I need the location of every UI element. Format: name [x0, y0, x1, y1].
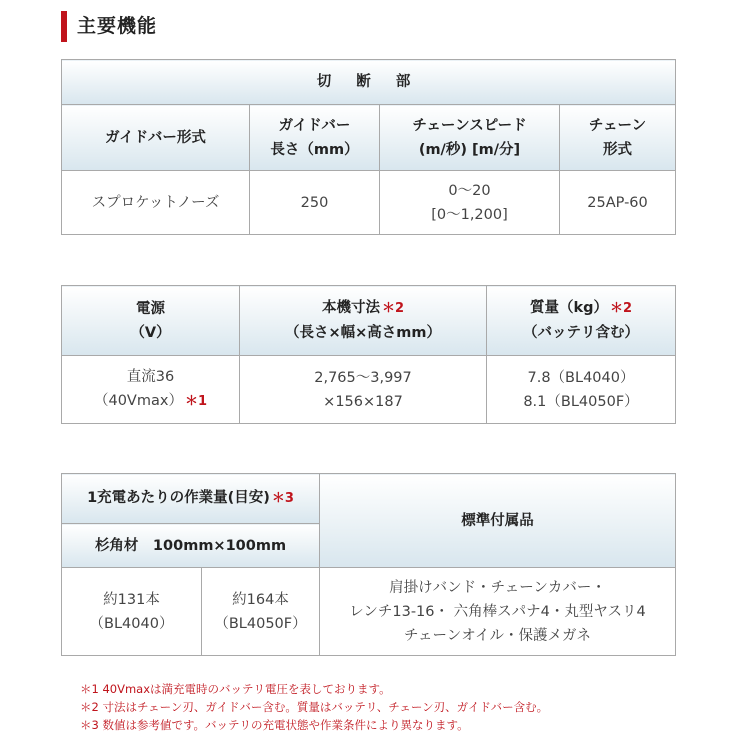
material-header: 杉角材 100mm×100mm — [62, 524, 320, 568]
footnote-3: ＊3 数値は参考値です。バッテリの充電状態や作業条件により異なります。 — [80, 718, 469, 732]
work-bl4050f-value: 約164本 （BL4050F） — [202, 568, 320, 656]
power-header: 電源 （V） — [62, 286, 240, 356]
chain-type-header: チェーン 形式 — [560, 105, 676, 171]
accessories-value: 肩掛けバンド・チェーンカバー・ レンチ13-16・ 六角棒スパナ4・丸型ヤスリ4 チェーンオイル・保護メガネ — [320, 568, 676, 656]
dimensions-header: 本機寸法 ＊2 （長さ×幅×高さmm） — [240, 286, 487, 356]
work-per-charge-header: 1充電あたりの作業量(目安) ＊3 — [62, 474, 320, 524]
chain-speed-value: 0～20 [0～1,200] — [380, 171, 560, 235]
footnotes — [80, 680, 548, 734]
footnote-1: ＊1 40Vmaxは満充電時のバッテリ電圧を表しております。 — [80, 682, 391, 696]
accessories-header: 標準付属品 — [320, 474, 676, 568]
power-value: 直流36 （40Vmax） ＊1 — [62, 356, 240, 424]
mass-value: 7.8（BL4040） 8.1（BL4050F） — [487, 356, 676, 424]
work-bl4040-value: 約131本 （BL4040） — [62, 568, 202, 656]
guide-bar-length-header: ガイドバー 長さ（mm） — [250, 105, 380, 171]
guide-bar-type-value: スプロケットノーズ — [62, 171, 250, 235]
guide-bar-type-header: ガイドバー形式 — [62, 105, 250, 171]
page-title: 主要機能 — [61, 11, 157, 42]
chain-type-value: 25AP-60 — [560, 171, 676, 235]
cutting-section-header: 切 断 部 — [62, 60, 676, 105]
footnote-2: ＊2 寸法はチェーン刃、ガイドバー含む。質量はバッテリ、チェーン刃、ガイドバー含む。 — [80, 700, 549, 714]
chain-speed-header: チェーンスピード (m/秒) [m/分] — [380, 105, 560, 171]
cutting-spec-table — [61, 59, 676, 235]
mass-header: 質量（kg） ＊2 （バッテリ含む） — [487, 286, 676, 356]
dimensions-value: 2,765～3,997 ×156×187 — [240, 356, 487, 424]
guide-bar-length-value: 250 — [250, 171, 380, 235]
power-spec-table — [61, 285, 676, 424]
work-accessories-table — [61, 473, 676, 656]
